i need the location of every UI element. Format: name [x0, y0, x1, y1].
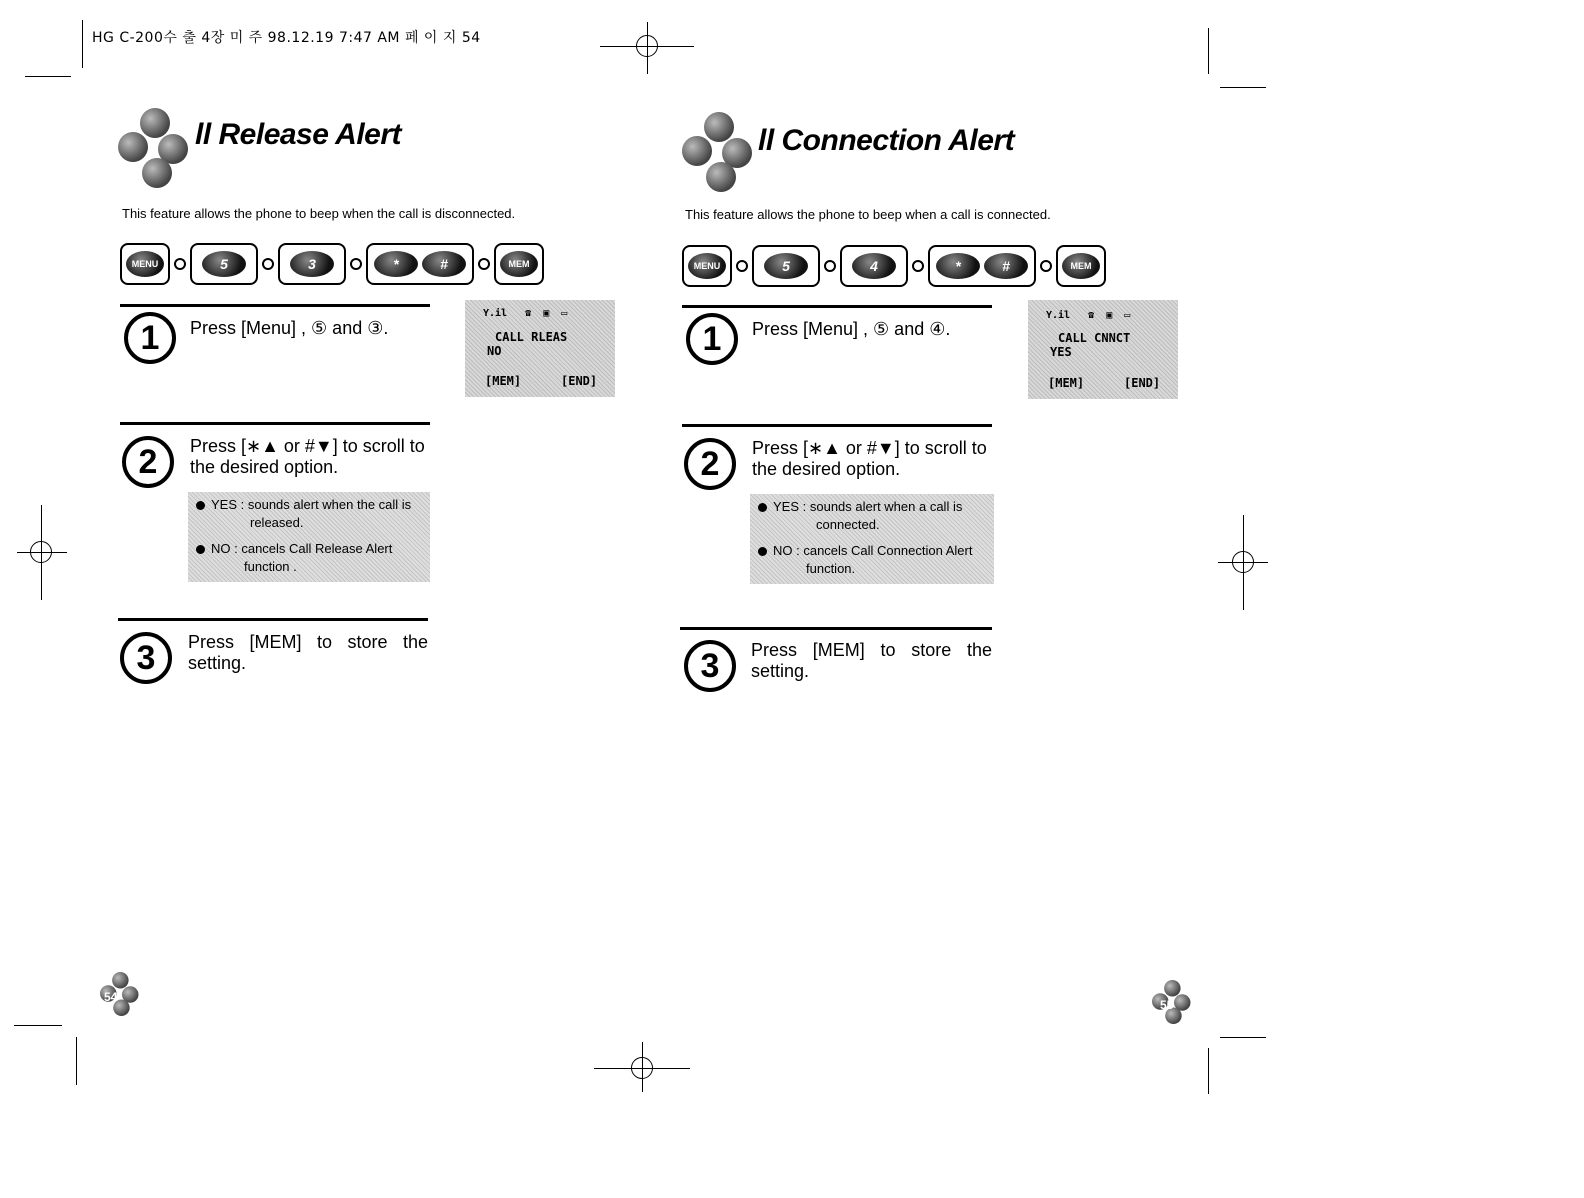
display-line-2: YES: [1050, 345, 1072, 359]
page-title: ll Connection Alert: [758, 124, 1015, 157]
step-number-2: 2: [122, 436, 174, 488]
registration-mark: [17, 505, 67, 600]
sequence-arrow-icon: [174, 258, 186, 270]
crop-mark: [82, 20, 83, 68]
menu-key-icon: MENU: [682, 245, 732, 287]
step-2-text: Press [∗▲ or #▼] to scroll to the desired option.: [752, 438, 987, 479]
registration-mark: [1218, 515, 1268, 610]
display-line-1: CALL CNNCT: [1058, 331, 1131, 345]
sequence-arrow-icon: [478, 258, 490, 270]
crop-mark: [76, 1037, 77, 1085]
step-divider: [120, 422, 430, 425]
display-line-1: CALL RLEAS: [495, 330, 568, 344]
option-no-cont: function.: [806, 561, 856, 576]
clover-logo-icon: [118, 108, 198, 188]
crop-mark: [25, 76, 71, 77]
step-3-text: Press [MEM] to store the setting.: [188, 632, 428, 673]
status-icons: Y.il ☎ ▣ ▭: [1046, 310, 1131, 321]
option-yes-cont: connected.: [816, 517, 880, 532]
key-5-icon: 5: [752, 245, 820, 287]
sequence-arrow-icon: [1040, 260, 1052, 272]
crop-mark: [1208, 28, 1209, 74]
options-box: [188, 492, 430, 582]
mem-key-icon: MEM: [1056, 245, 1106, 287]
step-number-3: 3: [120, 632, 172, 684]
page-number: 54: [104, 990, 118, 1004]
option-yes-cont: released.: [250, 515, 304, 530]
feature-description: This feature allows the phone to beep when the call is disconnected.: [122, 206, 516, 221]
key-3-icon: 3: [278, 243, 346, 285]
soft-key-right: [END]: [1124, 376, 1161, 390]
step-number-1: 1: [686, 313, 738, 365]
step-1-text: Press [Menu] , ⑤ and ④.: [752, 319, 951, 339]
crop-mark: [1220, 1037, 1266, 1038]
step-number-2: 2: [684, 438, 736, 490]
page-number-badge: [100, 972, 146, 1018]
registration-mark: [600, 22, 694, 74]
step-divider: [118, 618, 428, 621]
feature-description: This feature allows the phone to beep when a call is connected.: [685, 207, 1051, 222]
key-4-icon: 4: [840, 245, 908, 287]
step-number-1: 1: [124, 312, 176, 364]
crop-mark: [1220, 87, 1266, 88]
star-hash-keys-icon: * #: [366, 243, 474, 285]
step-3-text: Press [MEM] to store the setting.: [751, 640, 992, 681]
step-divider: [682, 424, 992, 427]
page-number: 55: [1160, 998, 1174, 1012]
clover-logo-icon: [682, 112, 762, 192]
soft-key-right: [END]: [561, 374, 598, 388]
crop-mark: [14, 1025, 62, 1026]
menu-key-icon: MENU: [120, 243, 170, 285]
step-1-text: Press [Menu] , ⑤ and ③.: [190, 318, 389, 338]
step-divider: [680, 627, 992, 630]
option-yes: YES : sounds alert when a call is: [758, 499, 962, 514]
sequence-arrow-icon: [824, 260, 836, 272]
option-no: NO : cancels Call Connection Alert: [758, 543, 972, 558]
page-number-badge: [1152, 980, 1198, 1026]
page-title: ll Release Alert: [195, 118, 401, 151]
step-divider: [120, 304, 430, 307]
sequence-arrow-icon: [736, 260, 748, 272]
mem-key-icon: MEM: [494, 243, 544, 285]
phone-display: [1028, 300, 1178, 399]
registration-mark: [594, 1042, 690, 1092]
step-number-3: 3: [684, 640, 736, 692]
soft-key-left: [MEM]: [485, 374, 522, 388]
step-divider: [682, 305, 992, 308]
sequence-arrow-icon: [912, 260, 924, 272]
soft-key-left: [MEM]: [1048, 376, 1085, 390]
options-box: [750, 494, 994, 584]
key-sequence: [120, 243, 544, 285]
option-no-cont: function .: [244, 559, 297, 574]
option-no: NO : cancels Call Release Alert: [196, 541, 392, 556]
crop-mark: [1208, 1048, 1209, 1094]
display-line-2: NO: [487, 344, 502, 358]
sequence-arrow-icon: [262, 258, 274, 270]
option-yes: YES : sounds alert when the call is: [196, 497, 411, 512]
step-2-text: Press [∗▲ or #▼] to scroll to the desired option.: [190, 436, 425, 477]
star-hash-keys-icon: * #: [928, 245, 1036, 287]
status-icons: Y.il ☎ ▣ ▭: [483, 308, 568, 319]
sequence-arrow-icon: [350, 258, 362, 270]
key-5-icon: 5: [190, 243, 258, 285]
key-sequence: [682, 245, 1106, 287]
phone-display: [465, 300, 615, 397]
print-header: HG C-200수 출 4장 미 주 98.12.19 7:47 AM 페 이 지 54: [92, 30, 481, 46]
